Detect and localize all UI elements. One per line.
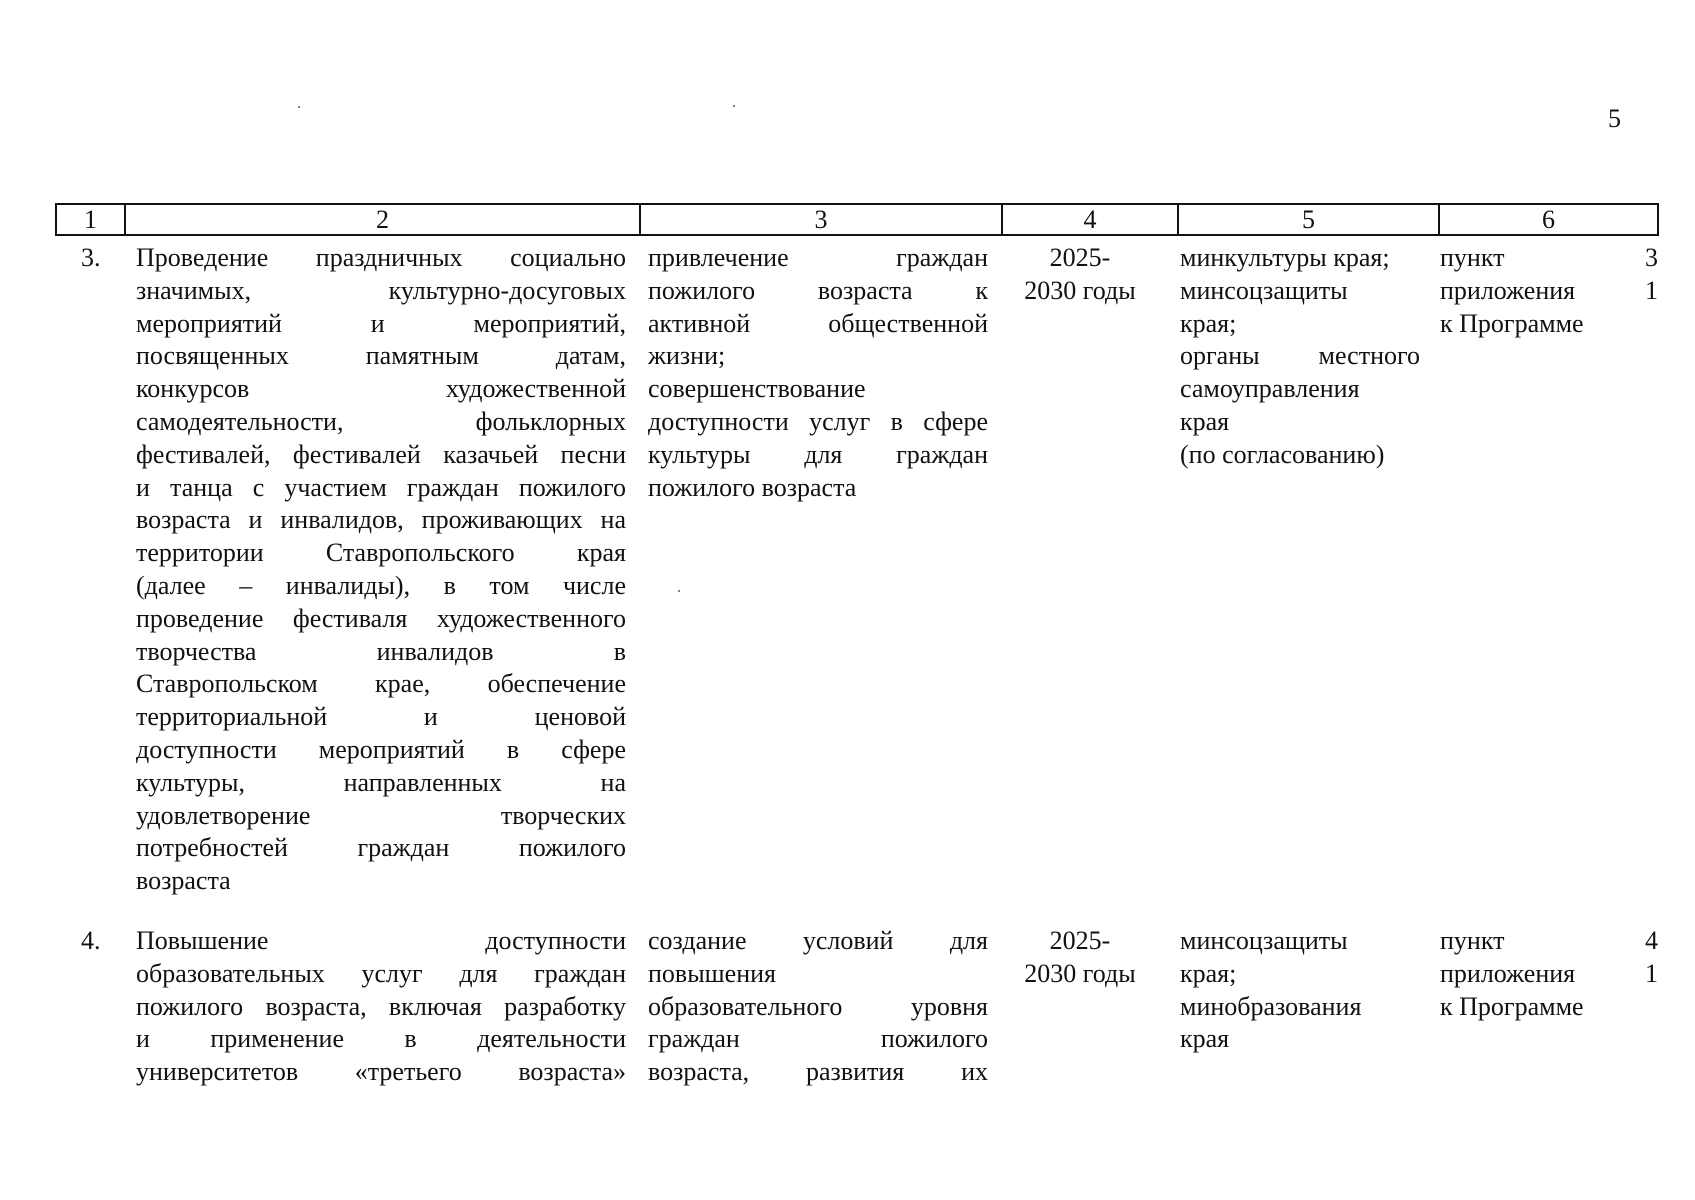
text-line: пункт: [1440, 926, 1505, 955]
text-line: проведение фестиваля художественного: [136, 603, 626, 633]
text-line: (далее – инвалиды), в том числе: [136, 570, 626, 600]
text-line: университетов «третьего возраста»: [136, 1057, 626, 1087]
text-line: 2030 годы: [1024, 275, 1136, 305]
text-line: возраста и инвалидов, проживающих на: [136, 505, 626, 535]
text-line: 2025-: [1049, 926, 1111, 955]
period: [1005, 242, 1155, 308]
text-line: края;: [1180, 958, 1237, 988]
row-number: 3.: [81, 243, 101, 272]
program-reference: [1440, 925, 1610, 1023]
text-line: привлечение граждан: [648, 243, 988, 272]
text-line: мероприятий и мероприятий,: [136, 308, 626, 338]
column-header-5: 5: [1177, 205, 1438, 234]
text-line: доступности мероприятий в сфере: [136, 734, 626, 764]
text-line: территориальной и ценовой: [136, 702, 626, 732]
row-number: 4.: [81, 926, 101, 955]
text-line: культуры, направленных на: [136, 767, 626, 797]
text-line: граждан пожилого: [648, 1024, 988, 1054]
text-line: 3: [1645, 243, 1658, 272]
text-line: и применение в деятельности: [136, 1024, 626, 1054]
column-header-6: 6: [1438, 205, 1657, 234]
text-line: создание условий для: [648, 926, 988, 955]
text-line: приложения: [1440, 275, 1576, 305]
text-line: 4: [1645, 926, 1658, 955]
text-line: активной общественной: [648, 308, 988, 338]
text-line: творчества инвалидов в: [136, 636, 626, 666]
text-line: органы местного: [1180, 341, 1420, 371]
text-line: образовательного уровня: [648, 991, 988, 1021]
text-line: пожилого возраста к: [648, 275, 988, 305]
text-line: совершенствование: [648, 374, 866, 404]
text-line: возраста, развития их: [648, 1057, 988, 1087]
text-line: 1: [1645, 275, 1658, 305]
column-header-4: 4: [1001, 205, 1177, 234]
expected-result: [648, 925, 988, 1089]
text-line: пожилого возраста, включая разработку: [136, 991, 626, 1021]
text-line: конкурсов художественной: [136, 374, 626, 404]
text-line: края: [1180, 1024, 1230, 1054]
responsible-executors: [1180, 242, 1420, 472]
expected-result: [648, 242, 988, 504]
text-line: к Программе: [1440, 308, 1584, 338]
text-line: и танца с участием граждан пожилого: [136, 472, 626, 502]
period: [1005, 925, 1155, 991]
scan-speck: [298, 106, 300, 108]
column-header-1: 1: [84, 205, 97, 234]
text-line: доступности услуг в сфере: [648, 406, 988, 436]
activity-description: [136, 242, 626, 898]
program-reference: [1440, 242, 1610, 340]
text-line: Ставропольском крае, обеспечение: [136, 669, 626, 699]
column-header-2: 2: [124, 205, 639, 234]
page-number: 5: [1608, 104, 1621, 133]
text-line: территории Ставропольского края: [136, 538, 626, 568]
text-line: образовательных услуг для граждан: [136, 958, 626, 988]
text-line: минсоцзащиты: [1180, 275, 1348, 305]
text-line: посвященных памятным датам,: [136, 341, 626, 371]
text-line: минсоцзащиты: [1180, 926, 1348, 955]
text-line: края;: [1180, 308, 1237, 338]
scan-speck: [678, 590, 680, 592]
text-line: культуры для граждан: [648, 439, 988, 469]
text-line: значимых, культурно-досуговых: [136, 275, 626, 305]
scan-speck: [733, 105, 735, 107]
text-line: повышения: [648, 958, 777, 988]
text-line: жизни;: [648, 341, 726, 371]
text-line: потребностей граждан пожилого: [136, 833, 626, 863]
text-line: фестивалей, фестивалей казачьей песни: [136, 439, 626, 469]
text-line: 2030 годы: [1024, 958, 1136, 988]
text-line: возраста: [136, 866, 231, 896]
responsible-executors: [1180, 925, 1420, 1056]
text-line: (по согласованию): [1180, 439, 1385, 469]
text-line: приложения: [1440, 958, 1576, 988]
appendix-item: [1630, 242, 1658, 308]
text-line: Проведение праздничных социально: [136, 243, 626, 272]
text-line: 2025-: [1049, 243, 1111, 272]
text-line: края: [1180, 406, 1230, 436]
table-header: [55, 203, 1659, 236]
text-line: пункт: [1440, 243, 1505, 272]
text-line: Повышение доступности: [136, 926, 626, 955]
activity-description: [136, 925, 626, 1089]
text-line: удовлетворение творческих: [136, 800, 626, 830]
text-line: 1: [1645, 958, 1658, 988]
text-line: самодеятельности, фольклорных: [136, 406, 626, 436]
text-line: самоуправления: [1180, 374, 1360, 404]
appendix-item: [1630, 925, 1658, 991]
text-line: пожилого возраста: [648, 472, 857, 502]
text-line: минкультуры края;: [1180, 243, 1390, 272]
column-header-3: 3: [639, 205, 1001, 234]
text-line: к Программе: [1440, 991, 1584, 1021]
text-line: минобразования: [1180, 991, 1362, 1021]
